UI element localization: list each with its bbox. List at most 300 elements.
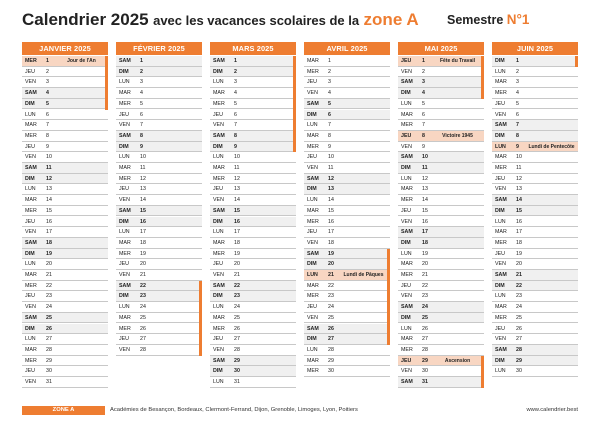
day-number: 9	[140, 143, 143, 150]
day-name: VEN	[119, 122, 130, 129]
day-number: 15	[516, 207, 522, 214]
day-number: 19	[422, 250, 428, 257]
day-name: SAM	[495, 197, 507, 204]
day-name: VEN	[25, 379, 36, 385]
day-row	[398, 88, 484, 99]
day-number: 3	[234, 79, 237, 86]
day-number: 23	[328, 293, 334, 300]
academies-list: Académies de Besançon, Bordeaux, Clermont-Ferrand, Dijon, Grenoble, Limoges, Lyon, Poitiers	[110, 407, 358, 413]
day-row	[22, 184, 108, 195]
day-row	[116, 313, 202, 324]
day-name: DIM	[213, 293, 223, 300]
day-name: MAR	[213, 314, 225, 321]
day-number: 30	[328, 368, 334, 375]
day-number: 5	[140, 100, 143, 107]
day-row	[398, 77, 484, 88]
day-name: MER	[495, 239, 507, 246]
day-number: 28	[422, 346, 428, 353]
day-row	[304, 152, 390, 163]
day-name: SAM	[213, 132, 225, 139]
day-name: LUN	[213, 79, 224, 86]
day-number: 7	[422, 122, 425, 129]
day-name: LUN	[119, 154, 130, 161]
day-row	[116, 67, 202, 78]
day-row	[304, 206, 390, 217]
day-row	[116, 238, 202, 249]
day-row	[398, 174, 484, 185]
day-name: MAR	[307, 58, 319, 64]
day-number: 14	[234, 197, 240, 204]
day-number: 1	[140, 58, 143, 64]
day-row	[492, 249, 578, 260]
day-row	[398, 377, 484, 388]
day-name: VEN	[495, 336, 506, 343]
day-row	[398, 291, 484, 302]
day-name: LUN	[213, 229, 224, 236]
day-name: LUN	[401, 100, 412, 107]
day-name: MAR	[25, 197, 37, 204]
day-row	[492, 184, 578, 195]
day-name: MAR	[25, 346, 37, 353]
day-row	[492, 217, 578, 228]
day-number: 1	[234, 58, 237, 64]
day-name: JEU	[25, 218, 36, 225]
day-name: MER	[401, 197, 413, 204]
day-number: 11	[46, 165, 52, 171]
day-name: DIM	[495, 132, 505, 139]
day-row	[116, 206, 202, 217]
day-row	[210, 356, 296, 367]
day-name: JEU	[119, 261, 130, 268]
day-number: 3	[422, 79, 425, 86]
day-row	[210, 227, 296, 238]
day-number: 27	[46, 336, 52, 343]
day-name: VEN	[307, 90, 318, 97]
day-number: 28	[140, 346, 146, 353]
holiday-label: Fête du Travail	[439, 58, 475, 64]
day-number: 16	[422, 218, 428, 225]
day-row	[116, 334, 202, 345]
day-name: SAM	[25, 314, 37, 321]
day-number: 27	[140, 336, 146, 343]
day-row	[398, 334, 484, 345]
day-row	[398, 313, 484, 324]
day-number: 10	[140, 154, 146, 161]
website-link[interactable]: www.calendrier.best	[526, 407, 578, 413]
day-number: 22	[328, 282, 334, 289]
day-row	[304, 131, 390, 142]
day-number: 13	[328, 186, 334, 193]
day-number: 16	[140, 218, 146, 225]
day-number: 12	[234, 175, 240, 182]
day-row	[210, 217, 296, 228]
day-row	[492, 291, 578, 302]
day-name: MER	[119, 175, 131, 182]
day-number: 7	[234, 122, 237, 129]
day-number: 24	[46, 304, 52, 311]
day-name: VEN	[213, 122, 224, 129]
day-number: 25	[140, 314, 146, 321]
day-number: 24	[422, 304, 428, 311]
day-number: 17	[234, 229, 240, 236]
day-number: 6	[328, 111, 331, 118]
day-row	[304, 88, 390, 99]
day-row	[210, 77, 296, 88]
day-row	[116, 249, 202, 260]
day-row	[304, 281, 390, 292]
day-row	[492, 313, 578, 324]
day-name: LUN	[25, 261, 36, 268]
day-row	[398, 249, 484, 260]
day-number: 18	[422, 239, 428, 246]
day-number: 2	[140, 68, 143, 75]
zone-badge: ZONE A	[22, 406, 105, 415]
day-row	[398, 227, 484, 238]
day-name: VEN	[401, 218, 412, 225]
day-row	[116, 56, 202, 67]
day-name: SAM	[213, 357, 225, 364]
day-name: LUN	[401, 175, 412, 182]
day-name: DIM	[401, 90, 411, 97]
day-row	[398, 99, 484, 110]
day-row	[210, 249, 296, 260]
day-number: 2	[516, 68, 519, 75]
day-number: 27	[328, 336, 334, 343]
day-row	[116, 227, 202, 238]
day-number: 7	[516, 122, 519, 129]
day-number: 23	[422, 293, 428, 300]
day-name: MER	[25, 282, 37, 289]
day-row	[210, 67, 296, 78]
day-row	[398, 152, 484, 163]
day-name: VEN	[401, 368, 412, 375]
day-name: SAM	[25, 90, 37, 97]
day-name: JEU	[401, 357, 412, 364]
day-name: MER	[307, 143, 319, 150]
day-name: DIM	[25, 250, 35, 257]
day-name: DIM	[307, 111, 317, 118]
day-name: VEN	[401, 143, 412, 150]
day-row	[210, 377, 296, 388]
day-number: 16	[328, 218, 334, 225]
day-number: 2	[46, 68, 49, 75]
day-row	[398, 120, 484, 131]
day-row	[492, 356, 578, 367]
day-name: VEN	[119, 197, 130, 204]
day-number: 27	[422, 336, 428, 343]
day-name: MER	[213, 325, 225, 332]
day-row	[304, 110, 390, 121]
day-row	[210, 56, 296, 67]
day-number: 18	[234, 239, 240, 246]
day-name: LUN	[25, 111, 36, 118]
day-number: 15	[140, 207, 146, 214]
day-number: 28	[46, 346, 52, 353]
day-row	[210, 313, 296, 324]
day-row	[398, 217, 484, 228]
day-number: 16	[234, 218, 240, 225]
day-name: VEN	[25, 154, 36, 161]
day-number: 4	[422, 90, 425, 97]
day-name: MER	[401, 346, 413, 353]
page-title	[22, 9, 419, 32]
day-row	[116, 152, 202, 163]
day-name: MAR	[401, 111, 413, 118]
day-name: VEN	[495, 261, 506, 268]
day-row	[210, 99, 296, 110]
day-row	[398, 302, 484, 313]
day-row	[398, 142, 484, 153]
day-number: 11	[328, 165, 334, 171]
day-row	[304, 259, 390, 270]
day-number: 8	[516, 132, 519, 139]
title-middle: avec les vacances scolaires de la	[153, 13, 360, 28]
day-row	[304, 324, 390, 335]
day-name: JEU	[401, 282, 412, 289]
day-row	[398, 131, 484, 142]
day-row	[116, 110, 202, 121]
day-name: DIM	[307, 186, 317, 193]
day-row	[22, 217, 108, 228]
day-name: SAM	[307, 100, 319, 107]
day-row	[210, 281, 296, 292]
day-number: 25	[46, 314, 52, 321]
day-row	[304, 249, 390, 260]
day-name: JEU	[25, 68, 36, 75]
day-name: MER	[307, 68, 319, 75]
day-name: MER	[119, 250, 131, 257]
day-row	[22, 334, 108, 345]
day-name: JEU	[307, 304, 318, 311]
day-row	[210, 324, 296, 335]
day-row	[210, 206, 296, 217]
day-number: 23	[140, 293, 146, 300]
day-row	[398, 356, 484, 367]
day-row	[210, 131, 296, 142]
day-name: JEU	[25, 368, 36, 375]
day-number: 4	[234, 90, 237, 97]
day-number: 25	[234, 314, 240, 321]
day-number: 24	[234, 304, 240, 311]
day-row	[304, 345, 390, 356]
day-row	[398, 67, 484, 78]
day-row	[398, 259, 484, 270]
day-row	[398, 163, 484, 174]
day-number: 24	[140, 304, 146, 311]
vacation-bar	[481, 56, 484, 99]
day-name: JEU	[307, 79, 318, 86]
day-row	[492, 270, 578, 281]
day-row	[492, 227, 578, 238]
day-row	[210, 366, 296, 377]
day-number: 21	[234, 272, 240, 278]
day-name: MAR	[213, 165, 225, 171]
day-row	[22, 259, 108, 270]
day-number: 20	[516, 261, 522, 268]
day-row	[22, 110, 108, 121]
day-name: MAR	[495, 79, 507, 86]
day-number: 13	[46, 186, 52, 193]
day-number: 29	[328, 357, 334, 364]
day-row	[492, 120, 578, 131]
day-name: DIM	[213, 368, 223, 375]
day-row	[116, 120, 202, 131]
day-row	[304, 56, 390, 67]
day-name: VEN	[119, 272, 130, 278]
vacation-bar	[199, 281, 202, 356]
title-main: Calendrier 2025	[22, 10, 149, 29]
day-number: 5	[46, 100, 49, 107]
day-name: JEU	[401, 58, 412, 64]
day-row	[398, 110, 484, 121]
day-name: DIM	[495, 282, 505, 289]
day-name: MAR	[25, 272, 37, 278]
day-name: MER	[213, 175, 225, 182]
day-number: 13	[516, 186, 522, 193]
day-name: LUN	[495, 143, 506, 150]
day-row	[22, 56, 108, 67]
day-name: JEU	[307, 229, 318, 236]
day-number: 6	[46, 111, 49, 118]
day-row	[116, 270, 202, 281]
day-row	[398, 238, 484, 249]
day-number: 28	[328, 346, 334, 353]
day-row	[22, 249, 108, 260]
day-name: SAM	[307, 250, 319, 257]
day-name: VEN	[495, 186, 506, 193]
day-row	[22, 377, 108, 388]
semester-number: N°1	[506, 12, 530, 27]
day-row	[304, 334, 390, 345]
day-number: 20	[46, 261, 52, 268]
day-number: 18	[328, 239, 334, 246]
day-name: LUN	[307, 272, 318, 278]
day-number: 17	[422, 229, 428, 236]
day-row	[210, 345, 296, 356]
day-number: 19	[234, 250, 240, 257]
day-name: SAM	[401, 154, 413, 161]
day-name: MER	[307, 293, 319, 300]
day-row	[116, 163, 202, 174]
day-name: LUN	[495, 368, 506, 375]
day-number: 23	[46, 293, 52, 300]
day-row	[304, 174, 390, 185]
day-number: 23	[516, 293, 522, 300]
day-name: MAR	[401, 261, 413, 268]
day-name: SAM	[401, 304, 413, 311]
day-row	[398, 184, 484, 195]
day-row	[22, 302, 108, 313]
day-name: LUN	[213, 154, 224, 161]
day-name: MAR	[307, 207, 319, 214]
day-name: DIM	[213, 218, 223, 225]
day-name: JEU	[401, 207, 412, 214]
day-number: 1	[516, 58, 519, 64]
day-row	[22, 313, 108, 324]
day-name: VEN	[119, 346, 130, 353]
day-number: 21	[46, 272, 52, 278]
day-name: VEN	[25, 79, 36, 86]
day-row	[22, 356, 108, 367]
day-name: SAM	[495, 272, 507, 278]
day-number: 25	[422, 314, 428, 321]
day-name: LUN	[119, 304, 130, 311]
day-name: MAR	[307, 132, 319, 139]
day-name: VEN	[213, 272, 224, 278]
day-row	[304, 366, 390, 377]
day-row	[210, 88, 296, 99]
day-number: 1	[46, 58, 49, 64]
day-name: JEU	[495, 100, 506, 107]
day-name: MER	[119, 100, 131, 107]
day-number: 26	[516, 325, 522, 332]
day-number: 12	[46, 175, 52, 182]
day-row	[210, 152, 296, 163]
day-name: DIM	[213, 68, 223, 75]
day-number: 19	[516, 250, 522, 257]
day-name: JEU	[495, 250, 506, 257]
day-name: JEU	[119, 186, 130, 193]
day-name: SAM	[119, 207, 131, 214]
day-number: 20	[140, 261, 146, 268]
day-row	[492, 174, 578, 185]
day-number: 15	[46, 207, 52, 214]
day-number: 5	[422, 100, 425, 107]
day-number: 12	[140, 175, 146, 182]
day-number: 3	[140, 79, 143, 86]
day-number: 8	[46, 132, 49, 139]
day-row	[210, 174, 296, 185]
day-row	[116, 88, 202, 99]
day-row	[304, 195, 390, 206]
day-number: 11	[516, 165, 522, 171]
day-number: 17	[516, 229, 522, 236]
day-number: 6	[422, 111, 425, 118]
day-row	[116, 77, 202, 88]
day-name: VEN	[307, 239, 318, 246]
day-number: 19	[46, 250, 52, 257]
day-row	[304, 238, 390, 249]
day-name: MAR	[495, 304, 507, 311]
day-number: 17	[140, 229, 146, 236]
day-row	[116, 99, 202, 110]
day-name: JEU	[307, 154, 318, 161]
day-number: 10	[422, 154, 428, 161]
day-name: MER	[401, 272, 413, 278]
day-name: DIM	[401, 165, 411, 171]
day-number: 2	[422, 68, 425, 75]
day-name: DIM	[213, 143, 223, 150]
day-name: DIM	[25, 175, 35, 182]
day-number: 18	[516, 239, 522, 246]
month-header: AVRIL 2025	[304, 42, 390, 55]
semester-label	[447, 11, 529, 29]
day-name: DIM	[401, 239, 411, 246]
day-name: DIM	[25, 325, 35, 332]
day-name: LUN	[119, 79, 130, 86]
day-row	[22, 163, 108, 174]
day-row	[22, 366, 108, 377]
day-number: 25	[328, 314, 334, 321]
day-number: 11	[140, 165, 146, 171]
day-number: 21	[422, 272, 428, 278]
day-name: MER	[25, 132, 37, 139]
day-name: LUN	[307, 197, 318, 204]
day-number: 22	[46, 282, 52, 289]
day-name: JEU	[213, 111, 224, 118]
day-row	[22, 238, 108, 249]
day-row	[492, 206, 578, 217]
